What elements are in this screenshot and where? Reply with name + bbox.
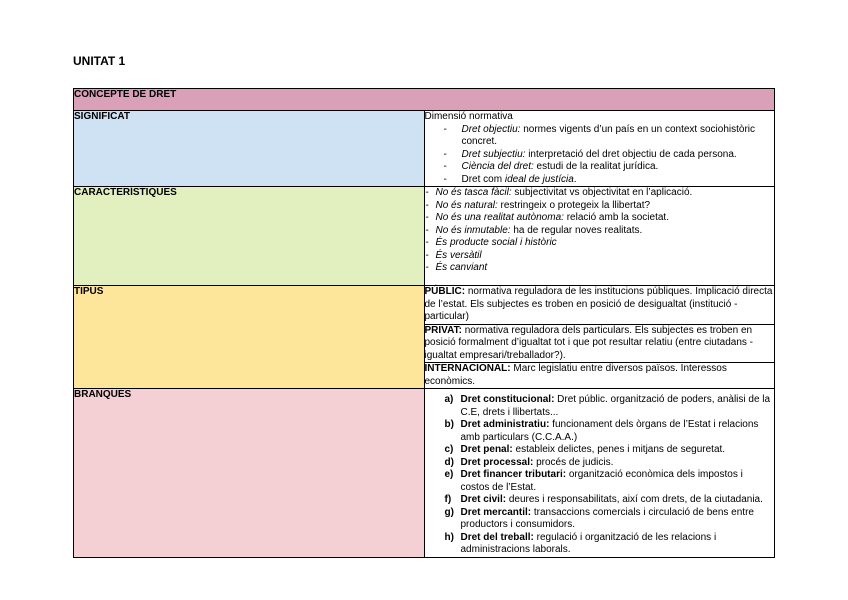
caracteristiques-content: [424, 187, 775, 286]
list-item: a) Dret constitucional: Dret públic. organització de poders, anàlisi de la C.E, drets i llibertats...: [444, 394, 771, 418]
tipus-internacional: INTERNACIONAL: Marc legislatiu entre diversos països. Interessos econòmics.: [424, 363, 775, 389]
list-item: - No és natural: restringeix o protegeix la llibertat?: [425, 200, 775, 213]
list-item: b) Dret administratiu: funcionament dels òrgans de l’Estat i relacions amb particulars (C.C.A.A.): [444, 419, 759, 443]
significat-content: [424, 111, 775, 187]
list-item: - És producte social i històric: [425, 237, 775, 250]
tipus-public: PÚBLIC: normativa reguladora de les institucions públiques. Implicació directa de l’estat. Els subjectes es troben en posició de desigualtat (institució - particular): [424, 286, 775, 325]
list-item: h) Dret del treball: regulació i organització de les relacions i administracions laborals.: [444, 531, 717, 555]
tipus-privat: PRIVAT: normativa reguladora dels particulars. Els subjectes es troben en posició formalment d’igualtat tot i que pot resultar relatiu (entre ciutadans - igualtat empresari/treballador?).: [424, 324, 775, 363]
list-item: f) Dret civil: deures i responsabilitats, així com drets, de la ciutadania.: [444, 494, 763, 505]
list-item: d) Dret processal: procés de judicis.: [444, 456, 614, 468]
branques-label: BRANQUES: [74, 389, 425, 558]
list-item: - Dret subjectiu: interpretació del dret objectiu de cada persona.: [443, 149, 775, 162]
list-item: c) Dret penal: estableix delictes, penes i mitjans de seguretat.: [444, 444, 726, 455]
list-item: - És canviant: [425, 262, 775, 275]
unit-title: UNITAT 1: [73, 54, 126, 68]
list-item: - És versàtil: [425, 250, 775, 263]
list-item: - No és tasca fàcil: subjectivitat vs objectivitat en l’aplicació.: [425, 187, 775, 200]
significat-label: SIGNIFICAT: [74, 111, 425, 187]
list-item: - No és inmutable: ha de regular noves realitats.: [425, 225, 775, 238]
branques-content: [424, 389, 775, 558]
list-item: - Dret objectiu: normes vigents d’un país en un context sociohistòric concret.: [443, 124, 775, 149]
concept-table: [73, 88, 775, 558]
list-item: - No és una realitat autònoma: relació amb la societat.: [425, 212, 775, 225]
list-item: - Dret com ideal de justícia.: [443, 174, 775, 187]
significat-intro: Dimensió normativa: [424, 111, 513, 122]
caracteristiques-list: [425, 187, 775, 275]
tipus-label: TIPUS: [74, 286, 425, 389]
list-item: - Ciència del dret: estudi de la realitat jurídica.: [443, 161, 775, 174]
table-header: CONCEPTE DE DRET: [74, 89, 775, 111]
list-item: g) Dret mercantil: transaccions comercials i circulació de bens entre productors i consumidors.: [444, 506, 754, 530]
caracteristiques-label: CARACTERÍSTIQUES: [74, 187, 425, 286]
significat-list: [425, 124, 775, 187]
branques-list: [425, 394, 775, 557]
list-item: e) Dret financer tributari: organització econòmica dels impostos i costos de l’Estat.: [444, 469, 743, 493]
